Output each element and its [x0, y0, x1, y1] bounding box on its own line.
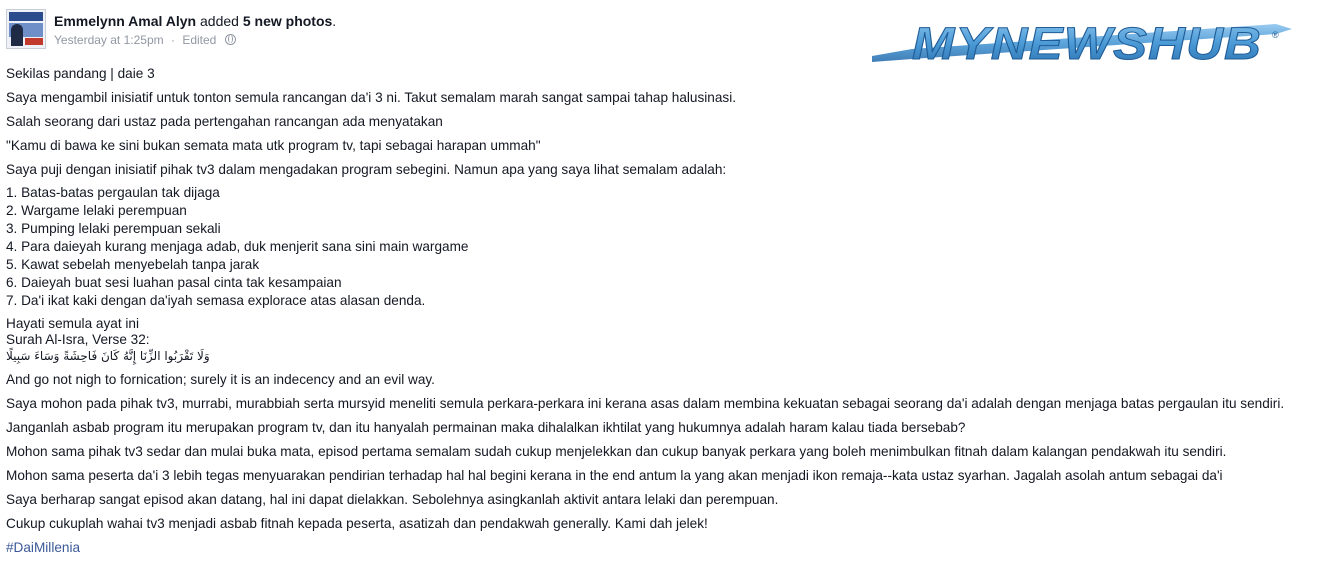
avatar[interactable]	[6, 9, 46, 49]
list-item: 1. Batas-batas pergaulan tak dijaga	[6, 185, 220, 200]
issues-list	[6, 184, 1306, 310]
avatar-banner	[9, 12, 43, 21]
separator: ·	[170, 33, 175, 47]
verse-intro: Hayati semula ayat ini	[6, 316, 139, 331]
avatar-figure	[11, 24, 23, 46]
author-name-link[interactable]: Emmelynn Amal Alyn	[54, 13, 197, 29]
list-item: 2. Wargame lelaki perempuan	[6, 203, 187, 218]
quote-paragraph: "Kamu di bawa ke sini bukan semata mata utk program tv, tapi sebagai harapan ummah"	[6, 138, 541, 153]
photos-link[interactable]: 5 new photos	[242, 13, 333, 29]
author-line	[54, 12, 336, 30]
paragraph-9: Saya berharap sangat episod akan datang, hal ini dapat dielakkan. Sebolehnya asingkanlah aktivit antara lelaki dan perempuan.	[6, 492, 779, 507]
list-item: 6. Daieyah buat sesi luahan pasal cinta tak kesampaian	[6, 275, 342, 290]
verse-reference: Surah Al-Isra, Verse 32:	[6, 332, 150, 347]
logo-registered-mark: ®	[1272, 30, 1279, 40]
list-item: 4. Para daieyah kurang menjaga adab, duk menjerit sana sini main wargame	[6, 239, 469, 254]
logo-text: MYNEWSHUB	[912, 18, 1262, 69]
list-item: 3. Pumping lelaki perempuan sekali	[6, 221, 221, 236]
post-subline	[54, 33, 336, 47]
paragraph-5: Saya mohon pada pihak tv3, murrabi, murabbiah serta mursyid meneliti semula perkara-perkara ini kerana asas dalam membina kekuatan sebagai seorang da'i adalah dengan menjaga batas pergaulan itu sendiri.	[6, 396, 1285, 411]
post-title-line: Sekilas pandang | daie 3	[6, 66, 155, 81]
paragraph-7: Mohon sama pihak tv3 sedar dan mulai buka mata, episod pertama semalam sudah cukup menjelekkan dan cukup banyak perkara yang boleh menimbulkan fitnah dalam kalangan pendakwah itu sendiri.	[6, 444, 1227, 459]
avatar-badge	[25, 38, 43, 45]
edited-link[interactable]: Edited	[182, 33, 217, 47]
list-item: 7. Da'i ikat kaki dengan da'iyah semasa explorace atas alasan denda.	[6, 293, 426, 308]
list-item: 5. Kawat sebelah menyebelah tanpa jarak	[6, 257, 260, 272]
paragraph-10: Cukup cukuplah wahai tv3 menjadi asbab fitnah kepada peserta, asatizah dan pendakwah generally. Kami dah jelek!	[6, 516, 708, 531]
globe-icon[interactable]	[225, 34, 236, 45]
paragraph-1: Saya mengambil inisiatif untuk tonton semula rancangan da'i 3 ni. Takut semalam marah sangat sampai tahap halusinasi.	[6, 90, 737, 105]
mynewshub-logo	[872, 18, 1297, 70]
verse-translation: And go not nigh to fornication; surely it is an indecency and an evil way.	[6, 372, 435, 387]
verse-arabic: وَلَا تَقْرَبُوا الزِّنَا إِنَّهُ كَانَ فَاحِشَةً وَسَاءَ سَبِيلًا	[6, 349, 210, 363]
paragraph-4: Saya puji dengan inisiatif pihak tv3 dalam mengadakan program sebegini. Namun apa yang saya lihat semalam adalah:	[6, 162, 727, 177]
post-body	[6, 64, 1306, 562]
post-meta	[54, 12, 336, 47]
hashtag-link[interactable]: #DaiMillenia	[6, 540, 81, 555]
photos-suffix: .	[332, 13, 337, 29]
post-action-text: added	[200, 13, 239, 29]
post-timestamp[interactable]: Yesterday at 1:25pm	[54, 33, 164, 47]
paragraph-8: Mohon sama peserta da'i 3 lebih tegas menyuarakan pendirian terhadap hal hal begini kerana in the end antum la yang akan menjadi ikon remaja--kata ustaz syarhan. Jagalah asolah antum sebagai da'i	[6, 468, 1223, 483]
paragraph-6: Janganlah asbab program itu merupakan program tv, dan itu hanyalah permainan maka dihalalkan ikhtilat yang hukumnya adalah haram kalau tiada bersebab?	[6, 420, 966, 435]
paragraph-2: Salah seorang dari ustaz pada pertengahan rancangan ada menyatakan	[6, 114, 443, 129]
verse-block	[6, 315, 1306, 365]
